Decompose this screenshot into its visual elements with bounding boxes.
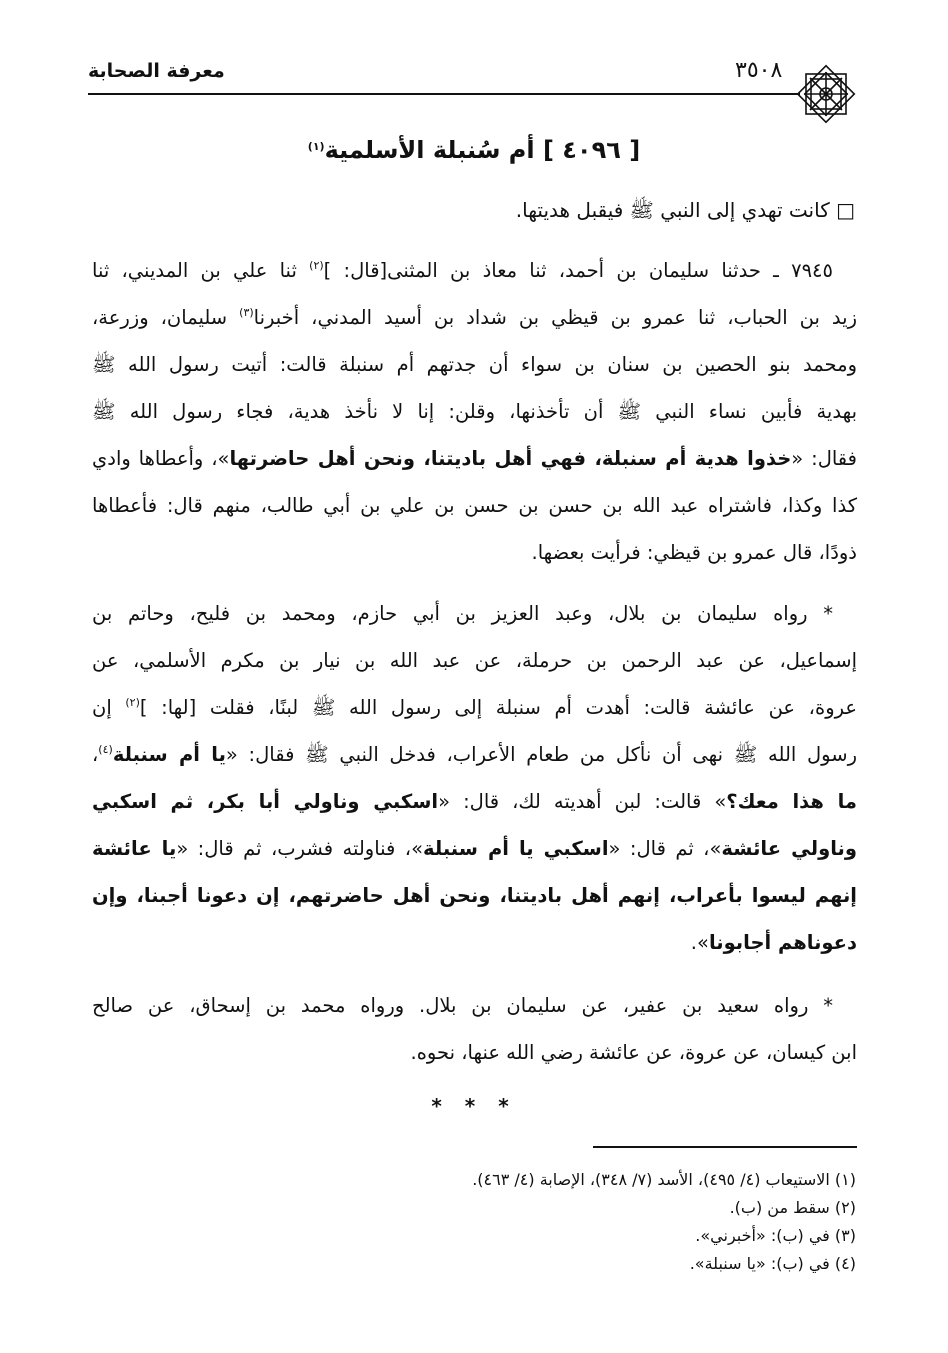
text-segment: كذا وكذا، فاشتراه عبد الله بن حسن بن حسن بن علي بن أبي طالب، منهم قال: فأعطاها [92,494,857,517]
footnote-ref: (٤) [98,743,113,756]
footnote-rule [593,1146,857,1148]
text-line [92,348,857,395]
text-segment: » قالت: لبن أهديته لك، قال: « [438,790,727,813]
text-segment: بهدية فأبين نساء النبي ﷺ أن تأخذنها، وقلن: إنا لا نأخذ هدية، فجاء رسول الله ﷺ [92,400,857,423]
text-line [92,738,857,785]
text-segment: * رواه سليمان بن بلال، وعبد العزيز بن أبي حازم، ومحمد بن فليح، وحاتم بن [92,602,833,625]
quoted-hadith-text: اسكبي يا أم سنبلة [423,837,609,860]
text-segment: ذودًا، قال عمرو بن قيظي: فرأيت بعضها. [531,541,857,564]
text-segment: * رواه سعيد بن عفير، عن سليمان بن بلال. ورواه محمد بن إسحاق، عن صالح [92,994,833,1017]
paragraph-riwaya-2 [92,989,857,1083]
text-line [92,832,857,879]
text-line [92,926,857,973]
text-line [92,644,857,691]
text-segment: ، [92,743,99,766]
footnote: (٣) في (ب): «أخبرني». [695,1226,856,1245]
paragraph-isnad [92,254,857,583]
quoted-hadith-text: يا عائشة [92,837,177,860]
text-segment: ابن كيسان، عن عروة، عن عائشة رضي الله عنها، نحوه. [410,1041,857,1064]
text-line [92,989,857,1036]
text-line [92,785,857,832]
text-line [92,1036,857,1083]
text-segment: »، فناولته فشرب، ثم قال: « [176,837,424,860]
paragraph-riwaya-1 [92,597,857,973]
text-line [92,691,857,738]
text-line [92,301,857,348]
footnote-ref: (٢) [309,259,324,272]
section-separator: * * * [431,1094,517,1118]
text-segment: ثنا علي بن المديني، ثنا [92,259,310,282]
text-segment: عروة، عن عائشة قالت: أهدت أم سنبلة إلى رسول الله ﷺ لبنًا، فقلت [لها: ] [139,696,857,719]
text-segment: فقال: « [791,447,857,470]
text-segment: »، ثم قال: « [608,837,722,860]
text-segment: رسول الله ﷺ نهى أن نأكل من طعام الأعراب، فدخل النبي ﷺ فقال: « [225,743,857,766]
entry-title-text: [ ٤٠٩٦ ] أم سُنبلة الأسلمية [324,136,641,164]
footnotes [472,1166,856,1278]
text-segment: ٧٩٤٥ ـ حدثنا سليمان بن أحمد، ثنا معاذ بن المثنى[قال: ] [323,259,834,282]
quoted-hadith-text: اسكبي وناولي أبا بكر، ثم اسكبي [92,790,439,813]
footnote-ref: (٣) [239,306,254,319]
text-line [92,879,857,926]
footnote: (٢) سقط من (ب). [729,1198,856,1217]
footnote: (١) الاستيعاب (٤/ ٤٩٥)، الأسد (٧/ ٣٤٨)، الإصابة (٤/ ٤٦٣). [472,1170,856,1189]
quoted-hadith-text: وناولي عائشة [721,837,858,860]
text-line [92,536,857,583]
text-segment: سليمان، وزرعة، [92,306,240,329]
quoted-hadith-text: إنهم ليسوا بأعراب، إنهم أهل باديتنا، ونحن أهل حاضرتهم، إن دعونا أجبنا، وإن [92,884,857,907]
quoted-hadith-text: ما هذا معك؟ [726,790,857,813]
footnote-ref: (٢) [125,696,140,709]
text-segment: إن [92,696,126,719]
text-segment: زيد بن الحباب، ثنا عمرو بن قيظي بن شداد بن أسيد المدني، أخبرنا [253,306,857,329]
text-segment: »، وأعطاها وادي [92,447,230,470]
text-line [92,597,857,644]
page-number: ٣٥٠٨ [735,58,783,83]
text-line [92,254,857,301]
entry-summary: □ كانت تهدي إلى النبي ﷺ فيقبل هديتها. [515,198,855,222]
text-line [92,489,857,536]
text-segment: ومحمد بنو الحصين بن سنان بن سواء أن جدتهم أم سنبلة قالت: أتيت رسول الله ﷺ [92,353,857,376]
quoted-hadith-text: خذوا هدية أم سنبلة، فهي أهل باديتنا، ونحن أهل حاضرتها [229,447,792,470]
footnote: (٤) في (ب): «يا سنبلة». [689,1254,856,1273]
text-segment: ». [690,931,709,954]
text-segment: إسماعيل، عن عبد الرحمن بن حرملة، عن عبد الله بن نيار بن مكرم الأسلمي، عن [92,649,857,672]
text-line [92,442,857,489]
entry-title [0,136,948,164]
running-title: معرفة الصحابة [88,60,225,82]
footnote-ref: (١) [307,140,325,153]
quoted-hadith-text: دعوناهم أجابونا [708,931,857,954]
text-line [92,395,857,442]
header-rule [88,93,800,95]
quoted-hadith-text: يا أم سنبلة [112,743,226,766]
octagram-ornament-icon [796,64,856,124]
